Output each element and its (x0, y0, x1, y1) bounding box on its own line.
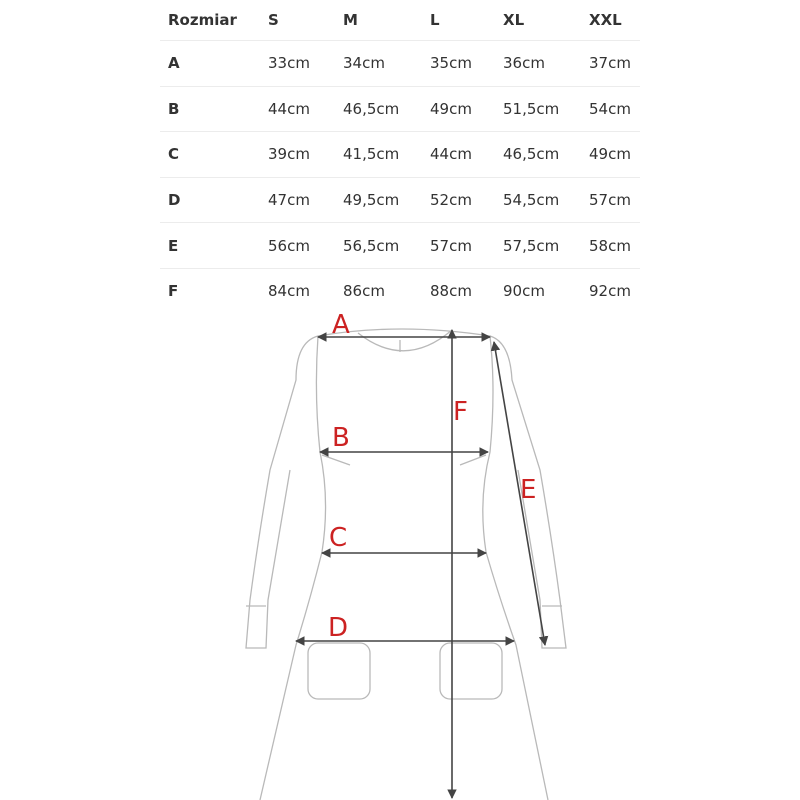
table-cell: 56cm (268, 236, 310, 255)
table-cell: 39cm (268, 145, 310, 164)
header-cell-s: S (268, 11, 279, 29)
table-cell: 34cm (343, 54, 385, 73)
row-label: A (168, 54, 180, 73)
header-cell-xl: XL (503, 11, 525, 29)
table-cell: 46,5cm (343, 99, 400, 118)
dress-outline (246, 329, 566, 800)
label-b: B (332, 423, 350, 453)
table-cell: 58cm (589, 236, 631, 255)
header-cell-xxl: XXL (589, 11, 622, 29)
table-cell: 37cm (589, 54, 631, 73)
table-cell: 41,5cm (343, 145, 400, 164)
table-cell: 49cm (589, 145, 631, 164)
table-cell: 88cm (430, 282, 472, 301)
label-d: D (328, 613, 349, 643)
neckline-outline (358, 330, 452, 351)
right-pocket (440, 643, 502, 699)
table-cell: 49,5cm (343, 191, 400, 210)
table-cell: 86cm (343, 282, 385, 301)
table-cell: 54cm (589, 99, 631, 118)
table-cell: 54,5cm (503, 191, 560, 210)
table-cell: 52cm (430, 191, 472, 210)
measurement-lines (296, 330, 545, 798)
row-label: F (168, 282, 179, 301)
table-cell: 57cm (589, 191, 631, 210)
table-cell: 44cm (430, 145, 472, 164)
table-cell: 47cm (268, 191, 310, 210)
table-cell: 49cm (430, 99, 472, 118)
row-label: D (168, 191, 181, 210)
left-sleeve-outline (246, 336, 318, 648)
label-e: E (520, 475, 537, 505)
table-cell: 33cm (268, 54, 310, 73)
header-cell-l: L (430, 11, 440, 29)
dress-body-outline (260, 329, 548, 800)
row-label: C (168, 145, 180, 164)
table-cell: 92cm (589, 282, 631, 301)
table-cell: 44cm (268, 99, 310, 118)
measurement-labels (328, 310, 536, 643)
table-cell: 46,5cm (503, 145, 560, 164)
table-cell: 84cm (268, 282, 310, 301)
left-dart (322, 455, 350, 465)
table-cell: 56,5cm (343, 236, 400, 255)
table-cell: 57,5cm (503, 236, 560, 255)
table-cell: 36cm (503, 54, 545, 73)
table-cell: 51,5cm (503, 99, 560, 118)
label-c: C (329, 523, 348, 553)
table-cell: 35cm (430, 54, 472, 73)
table-cell: 57cm (430, 236, 472, 255)
table-cell: 90cm (503, 282, 545, 301)
header-cell-size: Rozmiar (168, 11, 237, 29)
header-cell-m: M (343, 11, 358, 29)
right-dart (460, 455, 486, 465)
row-label: E (168, 236, 179, 255)
label-f: F (453, 397, 468, 427)
left-pocket (308, 643, 370, 699)
label-a: A (332, 310, 350, 340)
row-label: B (168, 99, 180, 118)
